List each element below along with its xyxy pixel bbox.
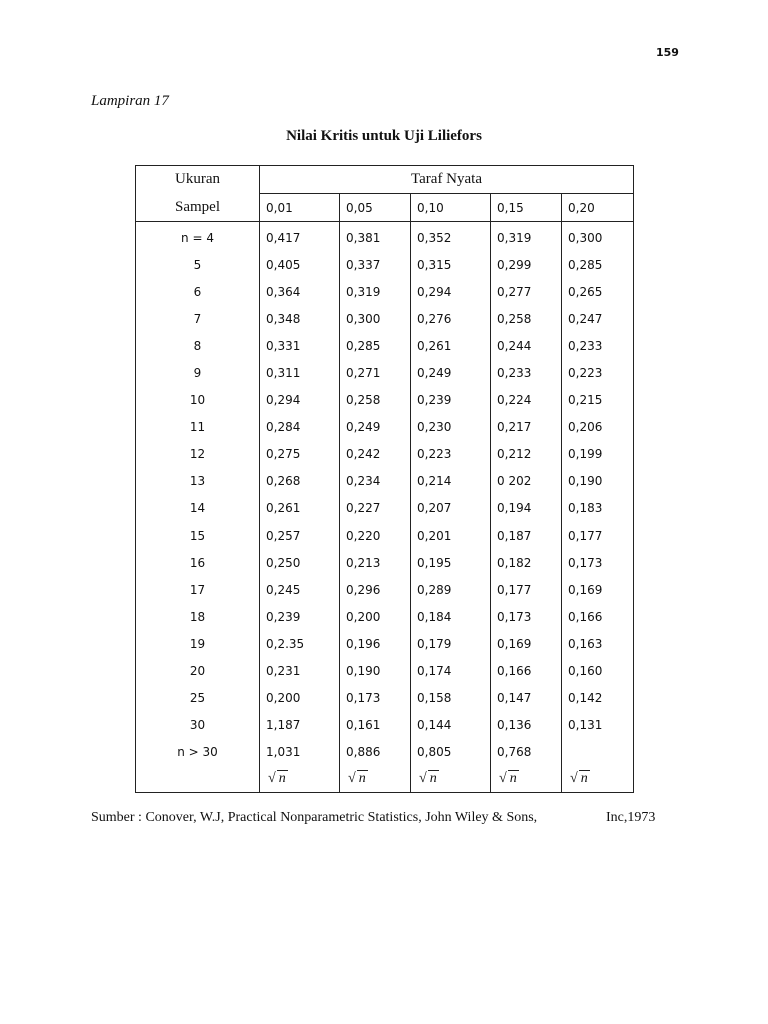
critical-value-cell: 0,2.35 <box>260 630 340 657</box>
table-row <box>136 603 634 630</box>
table-row <box>136 739 634 766</box>
level-header: 0,10 <box>411 194 491 222</box>
critical-value-cell: 0,223 <box>562 359 634 386</box>
critical-value-cell: 0,173 <box>562 549 634 576</box>
critical-value-cell: 0,174 <box>411 658 491 685</box>
critical-value-cell: 0,177 <box>562 522 634 549</box>
table-row <box>136 549 634 576</box>
critical-value-cell: 0,194 <box>491 495 562 522</box>
square-root-n <box>419 771 439 787</box>
critical-value-cell: 0,207 <box>411 495 491 522</box>
critical-value-cell: 0,294 <box>260 387 340 414</box>
critical-value-cell: 0,231 <box>260 658 340 685</box>
table-body <box>136 222 634 793</box>
critical-value-cell: 0,147 <box>491 685 562 712</box>
square-root-symbol: √ <box>570 770 578 786</box>
critical-value-cell: 0,182 <box>491 549 562 576</box>
table-row <box>136 414 634 441</box>
square-root-argument: n <box>429 770 437 786</box>
sample-size-cell: 15 <box>136 522 260 549</box>
critical-value-cell: 0,337 <box>340 251 411 278</box>
table-row <box>136 441 634 468</box>
critical-value-cell: 0,179 <box>411 630 491 657</box>
critical-value-cell: 0,169 <box>562 576 634 603</box>
critical-value-cell: 0,201 <box>411 522 491 549</box>
sqrt-n-cell <box>411 766 491 793</box>
critical-value-cell: 0,331 <box>260 332 340 359</box>
critical-value-cell: 0,257 <box>260 522 340 549</box>
level-header: 0,01 <box>260 194 340 222</box>
critical-value-cell: 0,244 <box>491 332 562 359</box>
critical-value-cell: 0,296 <box>340 576 411 603</box>
table-title: Nilai Kritis untuk Uji Liliefors <box>286 128 482 144</box>
source-text: Sumber : Conover, W.J, Practical Nonparametric Statistics, John Wiley & Sons, <box>91 810 538 825</box>
critical-value-cell: 1,031 <box>260 739 340 766</box>
critical-value-cell: 0,160 <box>562 658 634 685</box>
critical-value-cell: 0,277 <box>491 278 562 305</box>
critical-value-cell: 0,258 <box>491 305 562 332</box>
critical-value-cell: 0,242 <box>340 441 411 468</box>
critical-value-cell: 0,768 <box>491 739 562 766</box>
sample-size-cell: 11 <box>136 414 260 441</box>
table-row <box>136 305 634 332</box>
sample-size-cell: 7 <box>136 305 260 332</box>
square-root-symbol: √ <box>348 770 356 786</box>
critical-value-cell: 0,173 <box>340 685 411 712</box>
table-row <box>136 495 634 522</box>
critical-value-cell: 0,348 <box>260 305 340 332</box>
critical-value-cell: 0,289 <box>411 576 491 603</box>
sample-size-cell: 19 <box>136 630 260 657</box>
critical-value-cell: 0,299 <box>491 251 562 278</box>
square-root-n <box>348 771 368 787</box>
square-root-argument: n <box>580 770 588 786</box>
appendix-label: Lampiran 17 <box>91 93 169 109</box>
sample-size-cell: 13 <box>136 468 260 495</box>
critical-value-cell: 0,285 <box>562 251 634 278</box>
sqrt-n-cell <box>260 766 340 793</box>
critical-value-cell: 0,300 <box>340 305 411 332</box>
critical-value-cell: 0,190 <box>340 658 411 685</box>
critical-value-cell: 0,265 <box>562 278 634 305</box>
critical-value-cell: 0,173 <box>491 603 562 630</box>
critical-value-cell: 0,227 <box>340 495 411 522</box>
sample-size-cell: 16 <box>136 549 260 576</box>
table-row <box>136 332 634 359</box>
sample-size-cell: 25 <box>136 685 260 712</box>
critical-value-cell: 0,158 <box>411 685 491 712</box>
square-root-n <box>570 771 590 787</box>
square-root-argument: n <box>278 770 286 786</box>
critical-value-cell: 0,163 <box>562 630 634 657</box>
sample-size-cell: 5 <box>136 251 260 278</box>
critical-value-cell: 0,294 <box>411 278 491 305</box>
sample-size-cell: 8 <box>136 332 260 359</box>
sample-size-cell: 14 <box>136 495 260 522</box>
level-header: 0,20 <box>562 194 634 222</box>
critical-value-cell: 0,184 <box>411 603 491 630</box>
critical-value-cell: 0,271 <box>340 359 411 386</box>
critical-value-cell: 0,217 <box>491 414 562 441</box>
critical-value-cell: 0,364 <box>260 278 340 305</box>
critical-value-cell: 0,200 <box>260 685 340 712</box>
sqrt-n-cell <box>340 766 411 793</box>
critical-value-cell: 0,166 <box>491 658 562 685</box>
sample-size-cell: 10 <box>136 387 260 414</box>
critical-value-cell: 0,206 <box>562 414 634 441</box>
square-root-symbol: √ <box>499 770 507 786</box>
table-row <box>136 387 634 414</box>
sample-size-cell: 18 <box>136 603 260 630</box>
critical-value-cell: 0,275 <box>260 441 340 468</box>
table-row <box>136 278 634 305</box>
sample-size-cell: 20 <box>136 658 260 685</box>
critical-value-cell: 0,136 <box>491 712 562 739</box>
critical-value-cell: 0,285 <box>340 332 411 359</box>
sample-size-cell: 12 <box>136 441 260 468</box>
critical-value-cell: 0,249 <box>340 414 411 441</box>
sqrt-n-cell <box>562 766 634 793</box>
critical-value-cell: 0,405 <box>260 251 340 278</box>
critical-value-cell: 0,261 <box>411 332 491 359</box>
table-row <box>136 468 634 495</box>
level-header: 0,05 <box>340 194 411 222</box>
critical-value-cell: 0,245 <box>260 576 340 603</box>
square-root-argument: n <box>358 770 366 786</box>
critical-value-cell: 0 202 <box>491 468 562 495</box>
critical-value-cell: 0,234 <box>340 468 411 495</box>
critical-value-cell: 0,230 <box>411 414 491 441</box>
critical-value-cell: 0,200 <box>340 603 411 630</box>
critical-value-cell: 0,215 <box>562 387 634 414</box>
source-year: Inc,1973 <box>606 810 656 825</box>
critical-value-cell: 0,276 <box>411 305 491 332</box>
critical-value-cell: 0,250 <box>260 549 340 576</box>
critical-value-cell: 0,195 <box>411 549 491 576</box>
critical-value-cell: 0,247 <box>562 305 634 332</box>
table-row <box>136 630 634 657</box>
header-significance-level: Taraf Nyata <box>260 166 634 194</box>
critical-value-cell: 0,142 <box>562 685 634 712</box>
table-row <box>136 658 634 685</box>
critical-value-cell: 0,214 <box>411 468 491 495</box>
table-row <box>136 576 634 603</box>
table-row <box>136 685 634 712</box>
sqrt-row-empty-cell <box>136 766 260 793</box>
critical-value-cell: 0,311 <box>260 359 340 386</box>
critical-value-cell: 0,249 <box>411 359 491 386</box>
critical-value-cell: 0,187 <box>491 522 562 549</box>
critical-value-cell: 0,131 <box>562 712 634 739</box>
critical-value-cell: 0,258 <box>340 387 411 414</box>
critical-value-cell: 0,319 <box>340 278 411 305</box>
critical-value-cell: 0,233 <box>562 332 634 359</box>
table-row <box>136 359 634 386</box>
header-sample-size-2: Sampel <box>136 194 260 222</box>
sample-size-cell: 17 <box>136 576 260 603</box>
table-row <box>136 222 634 252</box>
sample-size-cell: 9 <box>136 359 260 386</box>
critical-value-cell: 0,166 <box>562 603 634 630</box>
critical-value-cell: 0,144 <box>411 712 491 739</box>
sample-size-cell: 30 <box>136 712 260 739</box>
critical-value-cell: 0,352 <box>411 222 491 252</box>
critical-value-cell: 0,284 <box>260 414 340 441</box>
critical-value-cell: 0,212 <box>491 441 562 468</box>
sample-size-cell: 6 <box>136 278 260 305</box>
critical-value-cell: 1,187 <box>260 712 340 739</box>
header-sample-size-1: Ukuran <box>136 166 260 194</box>
critical-value-cell: 0,886 <box>340 739 411 766</box>
sample-size-cell: n > 30 <box>136 739 260 766</box>
critical-value-cell: 0,319 <box>491 222 562 252</box>
critical-value-cell: 0,223 <box>411 441 491 468</box>
critical-value-cell: 0,268 <box>260 468 340 495</box>
source-citation <box>91 810 671 826</box>
critical-value-cell: 0,190 <box>562 468 634 495</box>
square-root-n <box>268 771 288 787</box>
sample-size-cell: n = 4 <box>136 222 260 252</box>
critical-value-cell: 0,381 <box>340 222 411 252</box>
critical-value-cell: 0,239 <box>260 603 340 630</box>
square-root-n <box>499 771 519 787</box>
critical-value-cell: 0,213 <box>340 549 411 576</box>
critical-value-cell: 0,261 <box>260 495 340 522</box>
page-number: 159 <box>656 46 679 59</box>
square-root-symbol: √ <box>268 770 276 786</box>
critical-value-cell: 0,315 <box>411 251 491 278</box>
critical-value-cell: 0,805 <box>411 739 491 766</box>
critical-value-cell: 0,233 <box>491 359 562 386</box>
critical-value-cell: 0,300 <box>562 222 634 252</box>
table-row <box>136 522 634 549</box>
table-row <box>136 251 634 278</box>
critical-value-cell <box>562 739 634 766</box>
sqrt-n-row <box>136 766 634 793</box>
square-root-argument: n <box>509 770 517 786</box>
critical-value-cell: 0,183 <box>562 495 634 522</box>
critical-value-cell: 0,161 <box>340 712 411 739</box>
table-row <box>136 712 634 739</box>
critical-value-cell: 0,224 <box>491 387 562 414</box>
level-header: 0,15 <box>491 194 562 222</box>
critical-value-cell: 0,239 <box>411 387 491 414</box>
critical-values-table <box>135 165 634 793</box>
critical-value-cell: 0,169 <box>491 630 562 657</box>
critical-value-cell: 0,177 <box>491 576 562 603</box>
critical-value-cell: 0,199 <box>562 441 634 468</box>
sqrt-n-cell <box>491 766 562 793</box>
critical-value-cell: 0,417 <box>260 222 340 252</box>
critical-value-cell: 0,196 <box>340 630 411 657</box>
critical-value-cell: 0,220 <box>340 522 411 549</box>
square-root-symbol: √ <box>419 770 427 786</box>
